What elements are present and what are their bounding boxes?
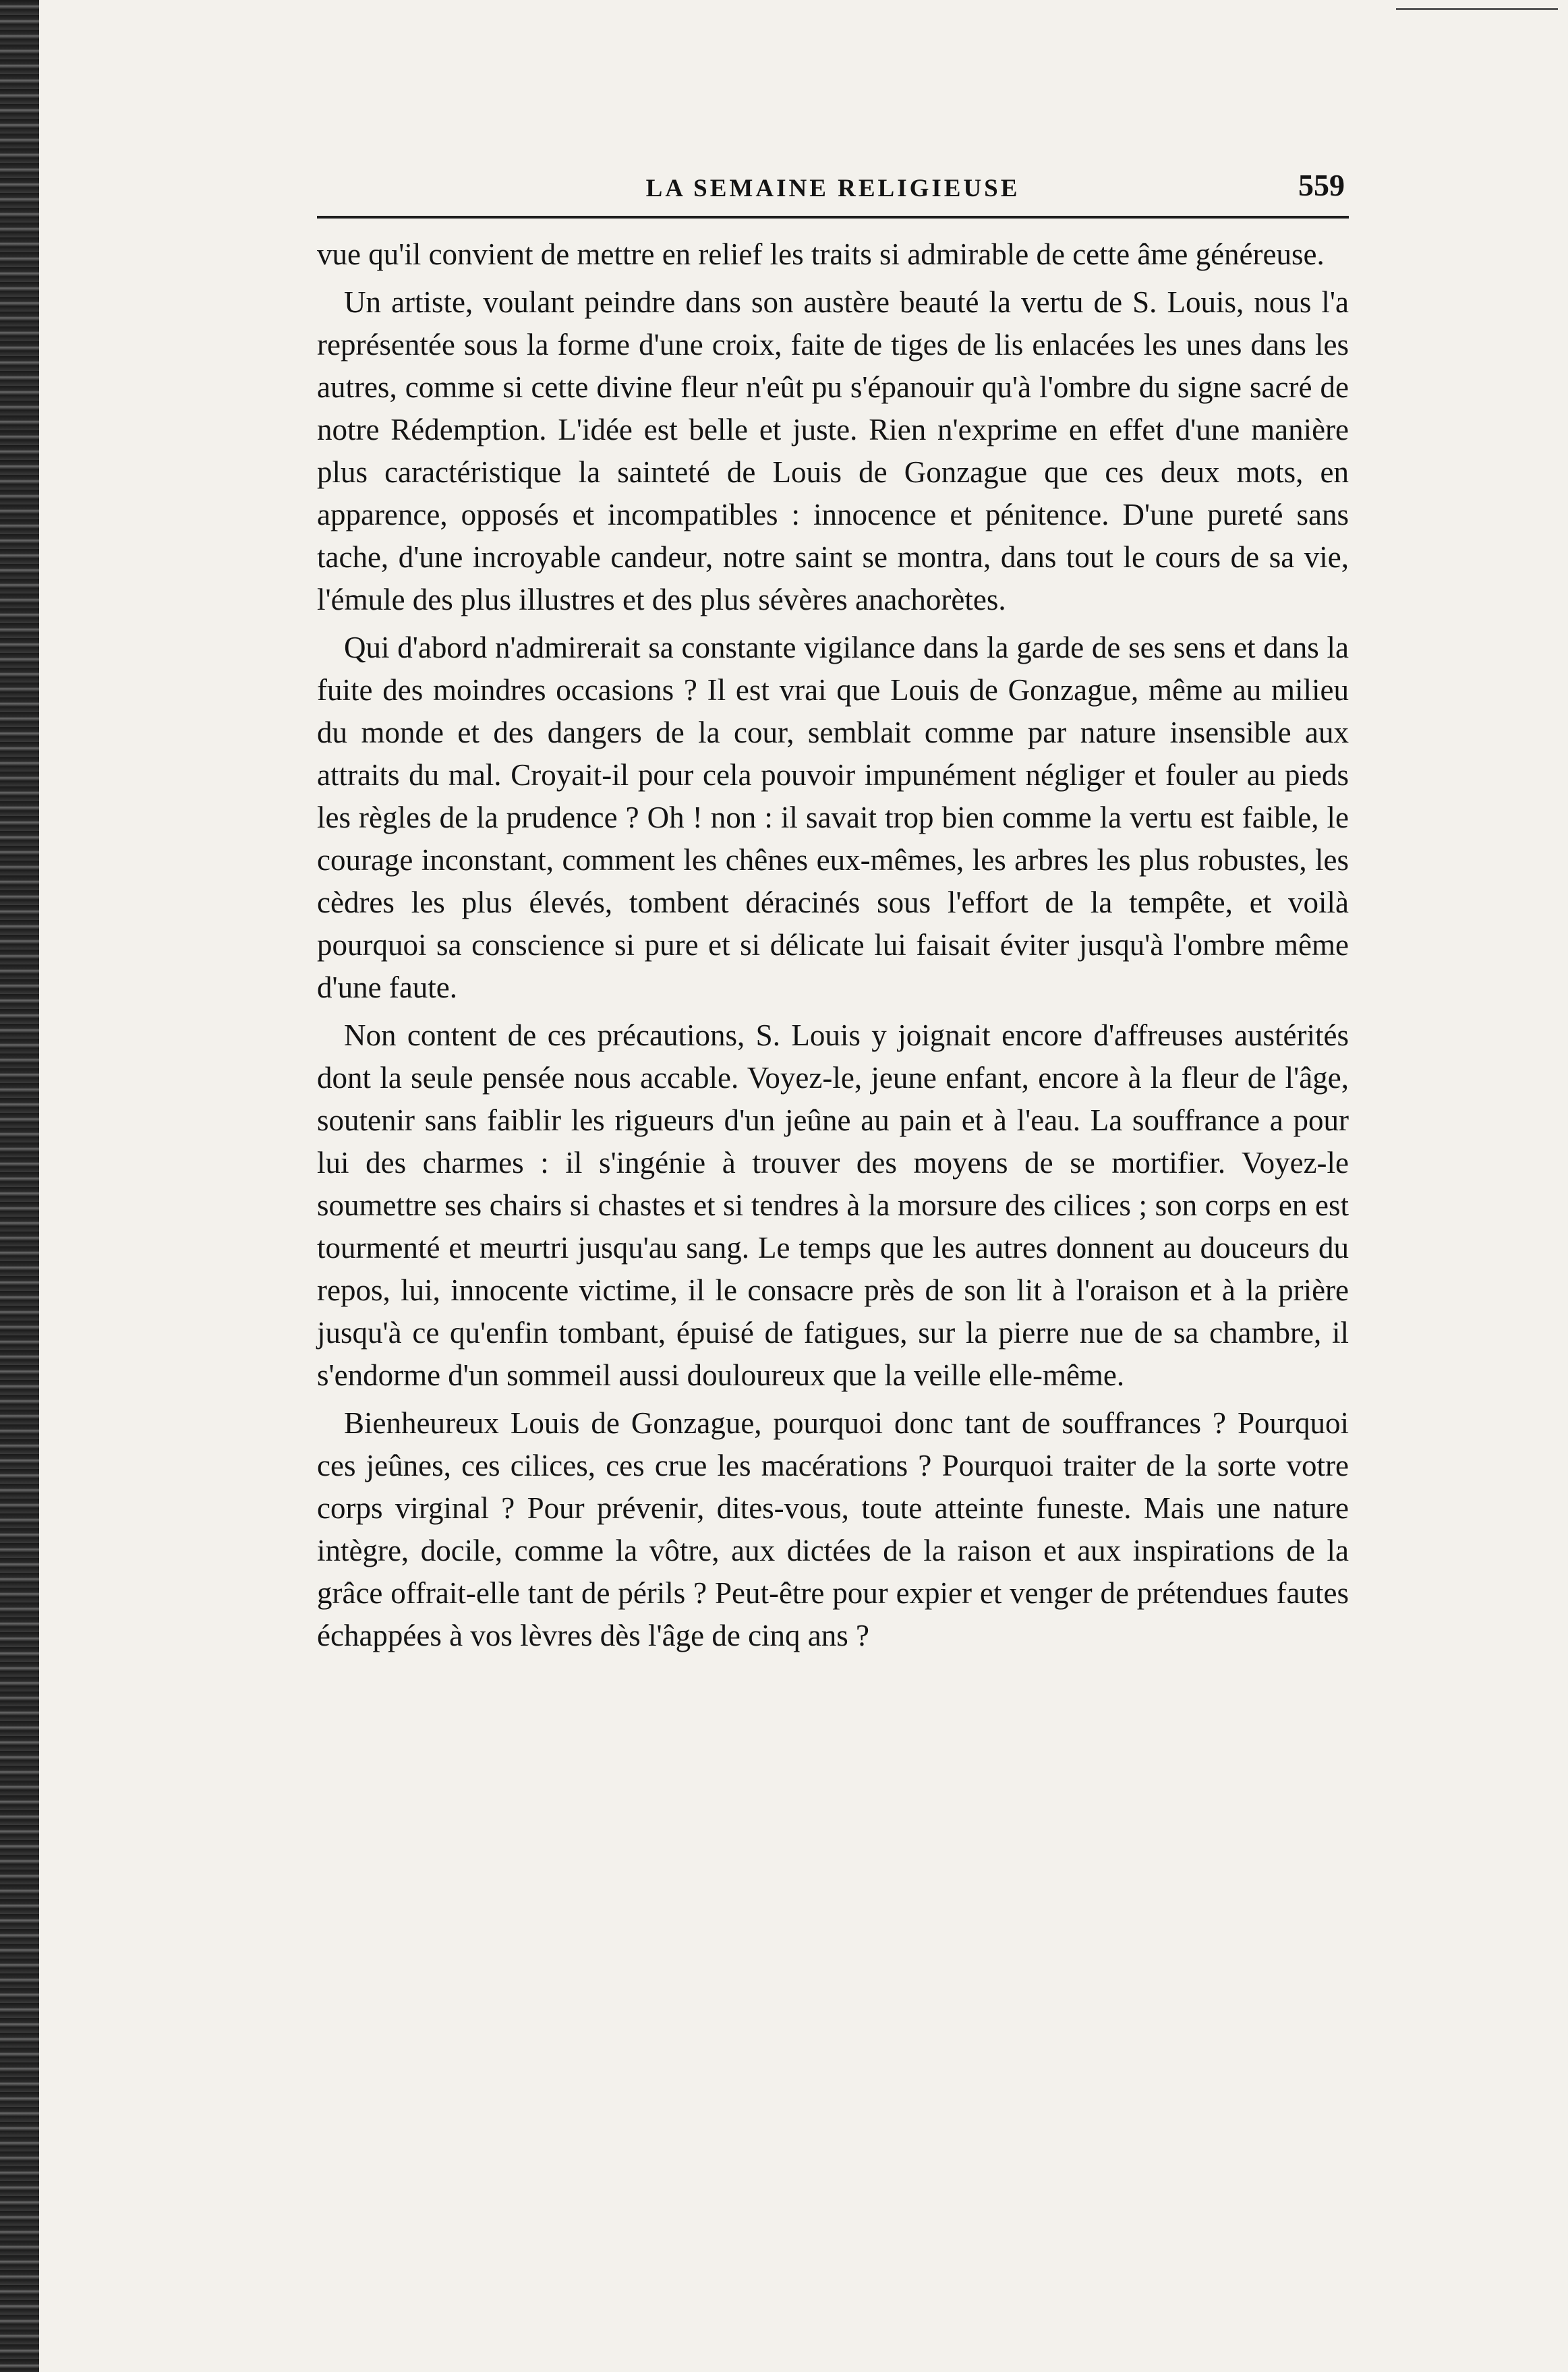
- book-page: [317, 155, 1349, 2178]
- body-text: [317, 233, 1349, 1657]
- page-number: 559: [1298, 168, 1345, 202]
- book-binding-edge: [0, 0, 39, 2372]
- paragraph-continuation: vue qu'il convient de mettre en relief les traits si admirable de cette âme généreuse.: [317, 237, 1325, 271]
- paragraph: Bienheureux Louis de Gonzague, pourquoi donc tant de souffrances ? Pourquoi ces jeûnes, ces cilices, ces crue les macérations ? Pourquoi traiter de la sorte votre corps virginal ? Pour prévenir, dites-vous, toute atteinte funeste. Mais une nature intègre, docile, comme la vôtre, aux dictées de la raison et aux inspirations de la grâce offrait-elle tant de périls ? Peut-être pour expier et venger de prétendues fautes échappées à vos lèvres dès l'âge de cinq ans ?: [317, 1406, 1349, 1652]
- paragraph: Un artiste, voulant peindre dans son austère beauté la vertu de S. Louis, nous l'a représentée sous la forme d'une croix, faite de tiges de lis enlacées les unes dans les autres, comme si cette divine fleur n'eût pu s'épanouir qu'à l'ombre du signe sacré de notre Rédemption. L'idée est belle et juste. Rien n'exprime en effet d'une manière plus caractéristique la sainteté de Louis de Gonzague que ces deux mots, en apparence, opposés et incompatibles : innocence et pénitence. D'une pureté sans tache, d'une incroyable candeur, notre saint se montra, dans tout le cours de sa vie, l'émule des plus illustres et des plus sévères anachorètes.: [317, 285, 1349, 616]
- paragraph: Qui d'abord n'admirerait sa constante vigilance dans la garde de ses sens et dans la fuite des moindres occasions ? Il est vrai que Louis de Gonzague, même au milieu du monde et des dangers de la cour, semblait comme par nature insensible aux attraits du mal. Croyait-il pour cela pouvoir impunément négliger et fouler au pieds les règles de la prudence ? Oh ! non : il savait trop bien comme la vertu est faible, le courage inconstant, comment les chênes eux-mêmes, les arbres les plus robustes, les cèdres les plus élevés, tombent déracinés sous l'effort de la tempête, et voilà pourquoi sa conscience si pure et si délicate lui faisait éviter jusqu'à l'ombre même d'une faute.: [317, 631, 1349, 1004]
- running-header: [317, 155, 1349, 219]
- journal-title: LA SEMAINE RELIGIEUSE: [645, 175, 1020, 202]
- scan-edge-rule: [1396, 8, 1558, 10]
- paragraph: Non content de ces précautions, S. Louis y joignait encore d'affreuses austérités dont la seule pensée nous accable. Voyez-le, jeune enfant, encore à la fleur de l'âge, soutenir sans faiblir les rigueurs d'un jeûne au pain et à l'eau. La souffrance a pour lui des charmes : il s'ingénie à trouver des moyens de se mortifier. Voyez-le soumettre ses chairs si chastes et si tendres à la morsure des cilices ; son corps en est tourmenté et meurtri jusqu'au sang. Le temps que les autres donnent au douceurs du repos, lui, innocente victime, il le consacre près de son lit à l'oraison et à la prière jusqu'à ce qu'enfin tombant, épuisé de fatigues, sur la pierre nue de sa chambre, il s'endorme d'un sommeil aussi douloureux que la veille elle-même.: [317, 1018, 1349, 1392]
